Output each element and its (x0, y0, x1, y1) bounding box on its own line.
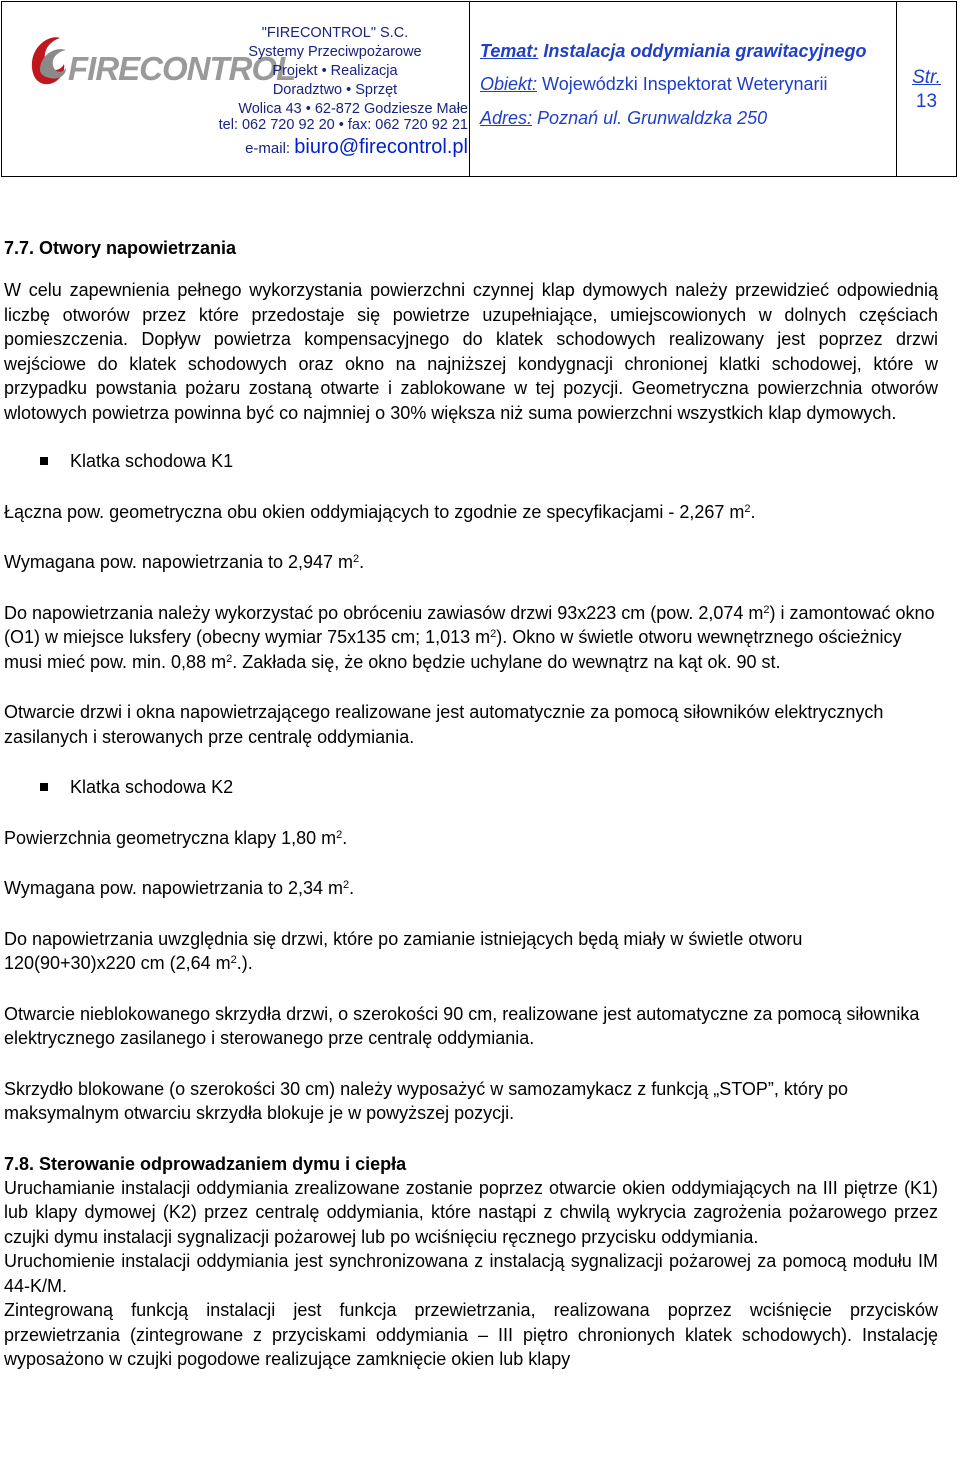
obiekt-label: Obiekt: (480, 74, 538, 94)
k1-ventilation-paragraph: Do napowietrzania należy wykorzystać po obróceniu zawiasów drzwi 93x223 cm (pow. 2,074 $m^2$) i zamontować okno (O1) w miejsce luksfery (obecny wymiar 75x135 cm; 1,013 $m^2$). Okno w świetle otworu wewnętrznego ościeżnicy musi mieć pow. min. 0,88 $m^2$. Zakłada się, że okno będzie uchylane do wewnątrz na kąt ok. 90 st. (4, 602, 935, 672)
obiekt-line (480, 74, 828, 95)
temat-value: Instalacja oddymiania grawitacyjnego (543, 41, 867, 61)
section-7-8-paragraph-3: Zintegrowaną funkcją instalacji jest funkcja przewietrzania, realizowana poprzez wciśnięcie przycisków przewietrzania (zintegrowane z przyciskami oddymiania – III piętro chronionych klatek schodowych). Instalację wyposażono w czujki pogodowe realizujące zamknięcie okien lub klapy (4, 1300, 938, 1369)
k2-blocked-leaf-paragraph: Skrzydło blokowane (o szerokości 30 cm) należy wyposażyć w samozamykacz z funkcją „STOP”, który po maksymalnym otwarciu skrzydła blokuje je w powyższej pozycji. (4, 1078, 848, 1123)
k1-total-area: Łączna pow. geometryczna obu okien oddymiających to zgodnie ze specyfikacjami - 2,267 $m^2$. (4, 501, 756, 522)
company-phones: tel: 062 720 92 20 • fax: 062 720 92 21 (218, 117, 468, 133)
k1-automation-paragraph: Otwarcie drzwi i okna napowietrzającego realizowane jest automatycznie za pomocą siłowników elektrycznych zasilanych i sterowanych prze centralę oddymiania. (4, 702, 884, 747)
email-link[interactable]: biuro@firecontrol.pl (294, 136, 468, 158)
company-tagline: Systemy Przeciwpożarowe (248, 44, 422, 60)
section-7-8-paragraph-2: Uruchomienie instalacji oddymiania jest synchronizowana z instalacją sygnalizacji pożarowej za pomocą modułu IM 44-K/M. (4, 1251, 938, 1296)
page-label: Str. (912, 67, 941, 88)
company-block (2, 2, 470, 176)
temat-label: Temat: (480, 41, 539, 61)
k2-automation-paragraph: Otwarcie nieblokowanego skrzydła drzwi, o szerokości 90 cm, realizowane jest automatyczne za pomocą siłownika elektrycznego zasilanego i sterowanego prze centralę oddymiania. (4, 1003, 920, 1048)
adres-label: Adres: (480, 108, 533, 128)
company-services-2: Doradztwo • Sprzęt (272, 82, 398, 98)
section-7-7-intro: W celu zapewnienia pełnego wykorzystania powierzchni czynnej klap dymowych należy przewidzieć odpowiednią liczbę otworów przez które przedostaje się powietrze uzupełniające, umiejscowionych w dolnych częściach pomieszczenia. Dopływ powietrza kompensacyjnego do klatek schodowych realizowany jest poprzez drzwi wejściowe do klatek schodowych oraz okno na najniższej kondygnacji chronionej klatki schodowej, które w przypadku powstania pożaru zostaną otwarte i zablokowane w tej pozycji. Geometryczna powierzchnia otworów wlotowych powietrza powinna być co najmniej o 30% większa niż suma powierzchni wszystkich klap dymowych. (4, 280, 938, 423)
bullet-square-icon (40, 457, 48, 465)
temat-line (480, 41, 866, 62)
k1-required-area: Wymagana pow. napowietrzania to 2,947 $m^2$. (4, 552, 365, 572)
logo-wordmark: FIRECONTROL (68, 50, 296, 87)
section-7-8-paragraph-1: Uruchamianie instalacji oddymiania zrealizowane zostanie poprzez otwarcie okien oddymiających na III piętrze (K1) lub klapy dymowej (K2) przez centralę oddymiania, które nastąpi z chwilą wykrycia zagrożenia pożarowego przez czujki dymu instalacji sygnalizacji pożarowej lub po wciśnięciu ręcznego przycisku oddymiania. (4, 1177, 938, 1247)
adres-line (480, 108, 767, 129)
document-body (4, 236, 938, 1372)
page-number-block (897, 2, 956, 176)
k1-title: Klatka schodowa K1 (70, 451, 234, 471)
company-name: "FIRECONTROL" S.C. (261, 25, 409, 41)
page-number (897, 66, 956, 114)
company-services: Projekt • Realizacja (272, 63, 398, 79)
k2-door-paragraph: Do napowietrzania uwzględnia się drzwi, które po zamianie istniejących będą miały w świetle otworu 120(90+30)x220 cm (2,64 $m^2$.). (4, 928, 803, 973)
page-number-value: 13 (915, 91, 938, 112)
k2-heading (4, 775, 938, 800)
obiekt-value: Wojewódzki Inspektorat Weterynarii (542, 74, 828, 94)
k1-heading (4, 449, 938, 474)
k2-title: Klatka schodowa K2 (70, 777, 234, 797)
company-address: Wolica 43 • 62-872 Godziesze Małe (238, 101, 468, 117)
adres-value: Poznań ul. Grunwaldzka 250 (537, 108, 768, 128)
bullet-square-icon (40, 783, 48, 791)
page-header (1, 1, 957, 177)
k2-flap-area: Powierzchnia geometryczna klapy 1,80 $m^2$. (4, 827, 348, 848)
k2-required-area: Wymagana pow. napowietrzania to 2,34 $m^2$. (4, 878, 355, 898)
section-7-8-heading: 7.8. Sterowanie odprowadzaniem dymu i ciepła (4, 1153, 407, 1174)
project-block (470, 2, 897, 176)
section-7-7-heading: 7.7. Otwory napowietrzania (4, 238, 237, 258)
email-label: e-mail: (245, 140, 291, 157)
company-email (192, 138, 468, 158)
